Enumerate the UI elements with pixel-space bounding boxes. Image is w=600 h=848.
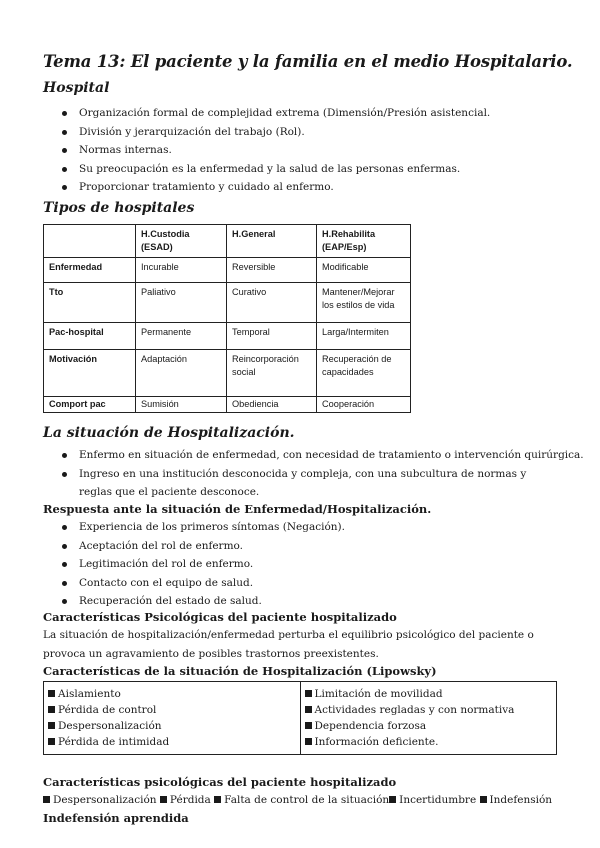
square-bullet-icon <box>305 738 312 745</box>
table-row-header: Tto <box>44 283 136 323</box>
caract-psico2-heading: Características psicológicas del paciente hospitalizado <box>43 775 397 789</box>
table-cell: Reversible <box>227 258 317 283</box>
table-header-row <box>44 225 411 258</box>
square-bullet-icon <box>48 722 55 729</box>
list-item: Actividades regladas y con normativa <box>305 702 553 718</box>
lipowsky-left-cell <box>44 682 301 755</box>
table-cell: Curativo <box>227 283 317 323</box>
table-row <box>44 283 411 323</box>
table-row <box>44 258 411 283</box>
inline-item: Pérdida <box>169 794 211 806</box>
square-bullet-icon <box>305 706 312 713</box>
table-cell: Temporal <box>227 323 317 350</box>
tipos-heading: Tipos de hospitales <box>43 200 195 216</box>
inline-item: Despersonalización <box>53 794 157 806</box>
table-row-header: Comport pac <box>44 397 136 413</box>
table-cell: Mantener/Mejorar los estilos de vida <box>317 283 411 323</box>
hospital-types-table <box>43 224 411 413</box>
table-cell: Recuperación de capacidades <box>317 350 411 397</box>
lipowsky-table <box>43 681 557 755</box>
table-cell: Adaptación <box>136 350 227 397</box>
square-bullet-icon <box>48 690 55 697</box>
respuesta-list <box>62 518 345 611</box>
table-cell: Paliativo <box>136 283 227 323</box>
respuesta-heading: Respuesta ante la situación de Enfermedad/Hospitalización. <box>43 502 432 516</box>
list-item: Organización formal de complejidad extrema (Dimensión/Presión asistencial. <box>62 104 490 123</box>
table-row-header: Enfermedad <box>44 258 136 283</box>
square-bullet-icon <box>480 796 487 803</box>
list-item: Recuperación del estado de salud. <box>62 592 345 611</box>
square-bullet-icon <box>389 796 396 803</box>
table-header-cell: H.General <box>227 225 317 258</box>
list-item: División y jerarquización del trabajo (Rol). <box>62 123 490 142</box>
square-bullet-icon <box>160 796 167 803</box>
list-item: Enfermo en situación de enfermedad, con necesidad de tratamiento o intervención quirúrgica. <box>62 446 584 465</box>
square-bullet-icon <box>305 690 312 697</box>
list-item: Dependencia forzosa <box>305 718 553 734</box>
indefension-heading: Indefensión aprendida <box>43 811 189 825</box>
lipowsky-heading: Características de la situación de Hospitalización (Lipowsky) <box>43 664 437 678</box>
list-item: Su preocupación es la enfermedad y la salud de las personas enfermas. <box>62 160 490 179</box>
list-item: Ingreso en una institución desconocida y compleja, con una subcultura de normas y reglas que el paciente desconoce. <box>62 465 542 502</box>
table-cell: Obediencia <box>227 397 317 413</box>
list-item: Legitimación del rol de enfermo. <box>62 555 345 574</box>
list-item: Información deficiente. <box>305 734 553 750</box>
table-row-header: Motivación <box>44 350 136 397</box>
caract-psico2-line <box>43 794 552 806</box>
square-bullet-icon <box>214 796 221 803</box>
list-item: Limitación de movilidad <box>305 686 553 702</box>
page-title: Tema 13: El paciente y la familia en el medio Hospitalario. <box>43 52 573 71</box>
lipowsky-right-cell <box>300 682 557 755</box>
list-item: Aceptación del rol de enfermo. <box>62 537 345 556</box>
table-row-header: Pac-hospital <box>44 323 136 350</box>
table-row <box>44 350 411 397</box>
list-item: Experiencia de los primeros síntomas (Negación). <box>62 518 345 537</box>
table-cell <box>44 225 136 258</box>
list-item: Pérdida de intimidad <box>48 734 296 750</box>
table-cell: Reincorporación social <box>227 350 317 397</box>
list-item: Despersonalización <box>48 718 296 734</box>
situacion-list <box>62 446 584 502</box>
table-header-cell: H.Custodia (ESAD) <box>136 225 227 258</box>
table-cell: Larga/Intermiten <box>317 323 411 350</box>
square-bullet-icon <box>48 706 55 713</box>
inline-item: Indefensión <box>489 794 553 806</box>
square-bullet-icon <box>305 722 312 729</box>
caract-psico-text: La situación de hospitalización/enfermedad perturba el equilibrio psicológico del paciente o provoca un agravamiento de posibles trastornos preexistentes. <box>43 629 534 660</box>
square-bullet-icon <box>43 796 50 803</box>
hospital-list <box>62 104 490 197</box>
list-item: Proporcionar tratamiento y cuidado al enfermo. <box>62 178 490 197</box>
situacion-heading: La situación de Hospitalización. <box>43 425 295 441</box>
inline-item: Falta de control de la situación <box>224 794 390 806</box>
table-cell: Permanente <box>136 323 227 350</box>
table-cell: Cooperación <box>317 397 411 413</box>
caract-psico-heading: Características Psicológicas del paciente hospitalizado <box>43 610 397 624</box>
hospital-heading: Hospital <box>43 80 110 96</box>
list-item: Pérdida de control <box>48 702 296 718</box>
list-item: Aislamiento <box>48 686 296 702</box>
table-header-cell: H.Rehabilita (EAP/Esp) <box>317 225 411 258</box>
table-cell: Sumisión <box>136 397 227 413</box>
inline-item: Incertidumbre <box>399 794 477 806</box>
table-row <box>44 397 411 413</box>
list-item: Normas internas. <box>62 141 490 160</box>
table-cell: Modificable <box>317 258 411 283</box>
square-bullet-icon <box>48 738 55 745</box>
table-row <box>44 323 411 350</box>
table-cell: Incurable <box>136 258 227 283</box>
list-item: Contacto con el equipo de salud. <box>62 574 345 593</box>
